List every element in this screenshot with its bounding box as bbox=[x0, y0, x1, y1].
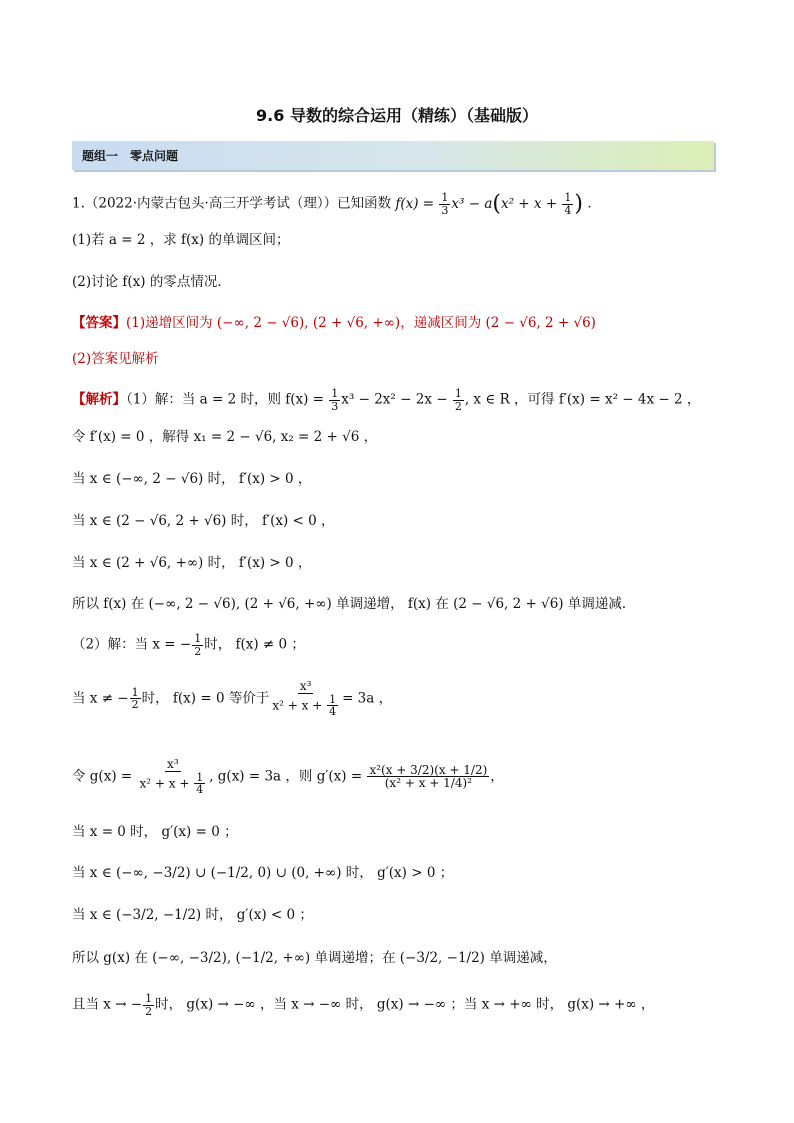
analysis-line-13: 所以 g(x) 在 (−∞, −3/2), (−1/2, +∞) 单调递增；在 (−3/2, −1/2) 单调递减， bbox=[72, 950, 557, 966]
answer-line-2: (2)答案见解析 bbox=[72, 351, 159, 367]
analysis-line-8: 当 x ≠ − $\frac{1}{2}$ 时， f(x) = 0 等价于 x³ x² + x + $\frac{1}{4}$ = 3a ， bbox=[72, 679, 393, 719]
answer-line-1 bbox=[72, 317, 596, 331]
analysis-line-3: 当 x ∈ (−∞, 2 − √6) 时， f′(x) > 0 ， bbox=[72, 471, 312, 487]
analysis-line-9: 令 g(x) = x³ x² + x + $\frac{1}{4}$ , g(x) = 3a ，则 g′(x) = $\frac{\text{x²(x + 3/2)(x + 1/2)}}{\text{(x² + x + 1/4)²}}$ ， bbox=[72, 757, 504, 797]
question-part-1: (1)若 a = 2 ，求 f(x) 的单调区间； bbox=[72, 232, 290, 248]
section-banner-label: 题组一 零点问题 bbox=[82, 149, 179, 163]
analysis-line-6: 所以 f(x) 在 (−∞, 2 − √6), (2 + √6, +∞) 单调递增， f(x) 在 (2 − √6, 2 + √6) 单调递减． bbox=[72, 596, 636, 612]
problem-statement: 1.（2022·内蒙古包头·高三开学考试（理））已知函数 f(x) = $\frac{1}{3}$ x³ − a(x² + x + $\frac{1}{4}$ ) ． bbox=[72, 191, 601, 217]
function-definition: f(x) = $\frac{1}{3}$ x³ − a(x² + x + $\frac{1}{4}$ ) bbox=[395, 191, 584, 217]
analysis-line-1: 【解析】（1）解：当 a = 2 时，则 f(x) = $\frac{1}{3}$ x³ − 2x² − 2x − $\frac{1}{2}$ , x ∈ R ，可得 f′(x) = x² − 4x − 2 ， bbox=[72, 387, 701, 413]
analysis-line-5: 当 x ∈ (2 + √6, +∞) 时， f′(x) > 0 ， bbox=[72, 555, 312, 571]
analysis-line-10: 当 x = 0 时， g′(x) = 0 ； bbox=[72, 824, 238, 840]
analysis-line-4: 当 x ∈ (2 − √6, 2 + √6) 时， f′(x) < 0 ， bbox=[72, 513, 335, 529]
analysis-line-14: 且当 x → − $\frac{1}{2}$ 时， g(x) → −∞ ，当 x → −∞ 时， g(x) → −∞ ；当 x → +∞ 时， g(x) → +∞ ， bbox=[72, 992, 655, 1018]
question-part-2: (2)讨论 f(x) 的零点情况． bbox=[72, 274, 231, 290]
answer-label: 【答案】 bbox=[72, 315, 126, 331]
analysis-line-7: （2）解：当 x = − $\frac{1}{2}$ 时， f(x) ≠ 0 ； bbox=[72, 632, 305, 658]
answer-part-1: (1)递增区间为 (−∞, 2 − √6), (2 + √6, +∞)，递减区间为 (2 − √6, 2 + √6) bbox=[126, 315, 596, 331]
page-title: 9.6 导数的综合运用（精练）（基础版） bbox=[256, 106, 538, 125]
problem-source: 1.（2022·内蒙古包头·高三开学考试（理））已知函数 bbox=[72, 195, 392, 212]
section-banner bbox=[72, 141, 714, 170]
analysis-line-11: 当 x ∈ (−∞, −3/2) ∪ (−1/2, 0) ∪ (0, +∞) 时， g′(x) > 0 ； bbox=[72, 865, 454, 881]
analysis-label: 【解析】 bbox=[72, 391, 126, 408]
analysis-line-2: 令 f′(x) = 0 ，解得 x₁ = 2 − √6, x₂ = 2 + √6 ， bbox=[72, 429, 378, 445]
analysis-line-12: 当 x ∈ (−3/2, −1/2) 时， g′(x) < 0 ； bbox=[72, 907, 313, 923]
